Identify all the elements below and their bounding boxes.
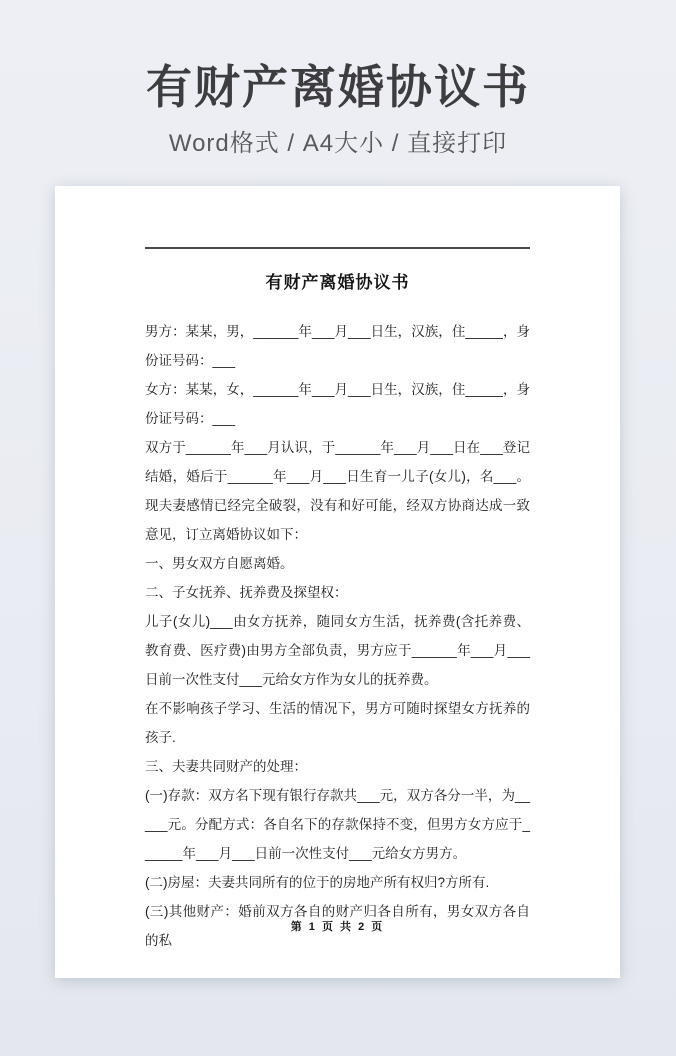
document-paragraph: 儿子(女儿)___由女方抚养，随同女方生活，抚养费(含托养费、教育费、医疗费)由男方全部负责，男方应于______年___月___日前一次性支付___元给女方作为女儿的抚养费。 — [145, 614, 530, 687]
document-body — [145, 317, 530, 955]
document-paragraph: 三、夫妻共同财产的处理： — [145, 759, 307, 774]
document-preview-card — [55, 186, 620, 978]
document-paragraph: 二、子女抚养、抚养费及探望权： — [145, 585, 348, 600]
document-paragraph: 一、男女双方自愿离婚。 — [145, 556, 294, 571]
document-paragraph: (二)房屋：夫妻共同所有的位于的房地产所有权归?方所有. — [145, 875, 490, 890]
document-paragraph: (三)其他财产：婚前双方各自的财产归各自所有，男女双方各自的私 — [145, 904, 530, 948]
document-header-rule — [145, 247, 530, 249]
document-content — [55, 247, 620, 955]
document-paragraph: 女方：某某，女，______年___月___日生，汉族，住_____，身份证号码：___ — [145, 382, 530, 426]
page-header — [0, 0, 676, 158]
page-number-footer: 第 1 页 共 2 页 — [290, 921, 385, 933]
page-subtitle: Word格式 / A4大小 / 直接打印 — [168, 129, 508, 157]
document-title: 有财产离婚协议书 — [265, 273, 410, 292]
page-title: 有财产离婚协议书 — [146, 61, 530, 113]
document-paragraph: 在不影响孩子学习、生活的情况下，男方可随时探望女方抚养的孩子. — [145, 701, 530, 745]
document-paragraph: (一)存款：双方名下现有银行存款共___元，双方各分一半，为_____元。分配方式：各自名下的存款保持不变，但男方女方应于______年___月___日前一次性支付___元给女方男方。 — [145, 788, 530, 861]
document-paragraph: 男方：某某，男，______年___月___日生，汉族，住_____，身份证号码：___ — [145, 324, 530, 368]
document-paragraph: 双方于______年___月认识，于______年___月___日在___登记结婚，婚后于______年___月___日生育一儿子(女儿)，名___。现夫妻感情已经完全破裂，没有和好可能，经双方协商达成一致意见，订立离婚协议如下： — [145, 440, 530, 542]
